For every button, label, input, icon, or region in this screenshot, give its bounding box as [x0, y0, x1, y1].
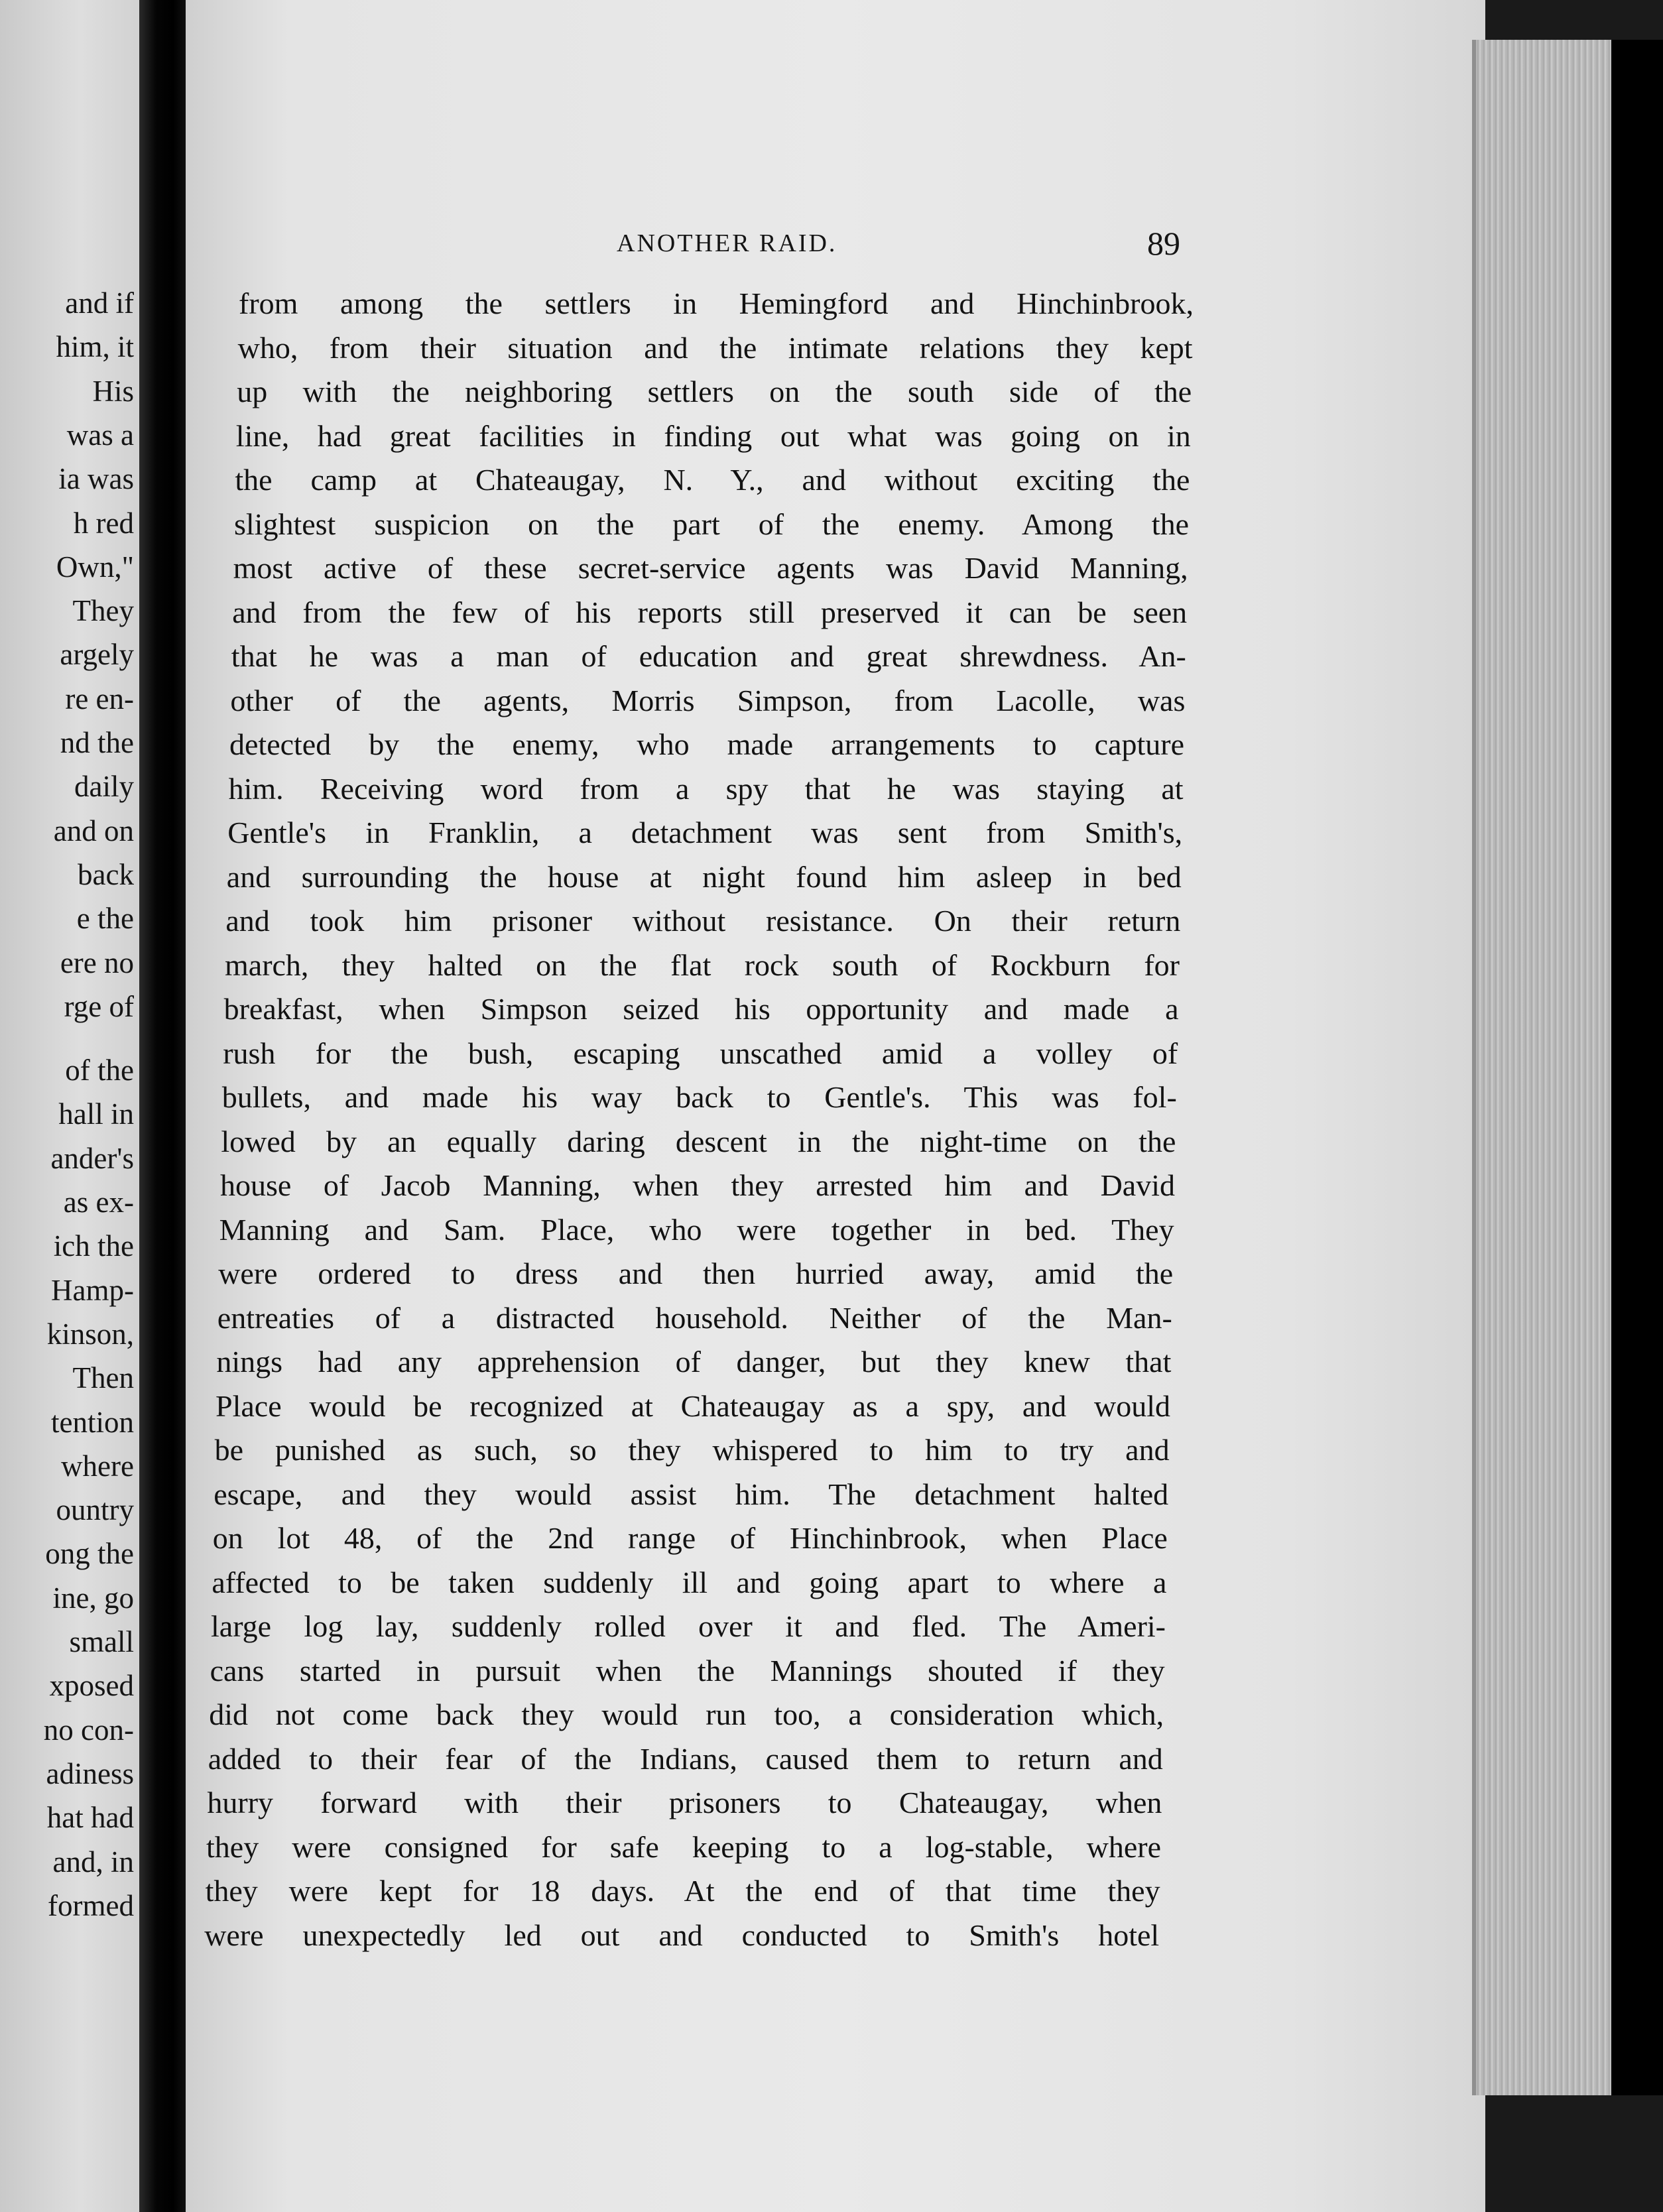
- text-line: and from the few of his reports still preserved it can be seen: [232, 595, 1188, 629]
- left-page-line-fragment: Hamp-: [51, 1273, 134, 1307]
- text-line: Gentle's in Franklin, a detachment was sent from Smith's,: [227, 816, 1183, 849]
- text-line: cans started in pursuit when the Mannings shouted if they: [210, 1653, 1165, 1688]
- text-line: line, had great facilities in finding out what was going on in: [235, 418, 1191, 453]
- left-page-line-fragment: as ex-: [63, 1186, 134, 1219]
- left-page-line-fragment: ia was: [58, 462, 134, 496]
- body-text: [186, 0, 1485, 2212]
- text-line: the camp at Chateaugay, N. Y., and without exciting the: [235, 463, 1190, 497]
- left-page-line-fragment: adiness: [46, 1756, 134, 1790]
- left-page-line-fragment: and, in: [52, 1845, 134, 1878]
- left-page-line-fragment: and if: [65, 286, 134, 320]
- text-line: affected to be taken suddenly ill and going apart to where a: [212, 1565, 1167, 1599]
- left-page-line-fragment: kinson,: [46, 1317, 134, 1351]
- text-line: they were consigned for safe keeping to a log-stable, where: [206, 1829, 1161, 1864]
- previous-page-edge: [0, 0, 146, 2212]
- text-line: Place would be recognized at Chateaugay as a spy, and would: [216, 1388, 1170, 1423]
- page-number: 89: [1147, 225, 1180, 262]
- left-page-line-fragment: him, it: [56, 330, 134, 364]
- left-page-line-fragment: no con-: [43, 1713, 134, 1747]
- text-line: who, from their situation and the intimate relations they kept: [237, 330, 1193, 365]
- text-line: on lot 48, of the 2nd range of Hinchinbrook, when Place: [212, 1521, 1168, 1555]
- left-page-line-fragment: ong the: [45, 1537, 134, 1571]
- left-page-line-fragment: hall in: [58, 1097, 134, 1131]
- text-line: other of the agents, Morris Simpson, from Lacolle, was: [230, 683, 1186, 717]
- text-line: slightest suspicion on the part of the enemy. Among the: [234, 507, 1189, 541]
- left-page-line-fragment: and on: [53, 814, 134, 847]
- left-page-line-fragment: e the: [76, 902, 134, 936]
- text-line: that he was a man of education and great shrewdness. An-: [231, 639, 1186, 673]
- text-line: escape, and they would assist him. The detachment halted: [214, 1477, 1169, 1511]
- left-page-line-fragment: tention: [51, 1405, 134, 1439]
- text-line: most active of these secret-service agents was David Manning,: [233, 551, 1188, 585]
- text-line: were unexpectedly led out and conducted to Smith's hotel: [204, 1918, 1160, 1952]
- left-page-line-fragment: small: [69, 1625, 134, 1658]
- text-line: they were kept for 18 days. At the end of that time they: [205, 1874, 1160, 1908]
- text-line: were ordered to dress and then hurried away, amid the: [218, 1257, 1174, 1290]
- text-line: be punished as such, so they whispered to him to try and: [214, 1433, 1170, 1467]
- text-line: rush for the bush, escaping unscathed amid a volley of: [223, 1036, 1178, 1070]
- background-shadow: [1611, 40, 1663, 2095]
- left-page-line-fragment: ine, go: [52, 1581, 134, 1615]
- left-page-line-fragment: back: [78, 857, 134, 891]
- left-page-line-fragment: Then: [72, 1361, 134, 1395]
- left-page-line-fragment: His: [92, 374, 134, 408]
- text-line: bullets, and made his way back to Gentle's. This was fol-: [221, 1080, 1177, 1114]
- text-line: from among the settlers in Hemingford and Hinchinbrook,: [239, 286, 1194, 320]
- text-line: large log lay, suddenly rolled over it and fled. The Ameri-: [211, 1609, 1166, 1643]
- text-line: Manning and Sam. Place, who were together in bed. They: [219, 1212, 1174, 1247]
- text-line: and surrounding the house at night found him asleep in bed: [226, 859, 1182, 894]
- text-line: detected by the enemy, who made arrangements to capture: [229, 727, 1184, 761]
- text-line: added to their fear of the Indians, caused them to return and: [208, 1741, 1163, 1776]
- book-page: [186, 0, 1485, 2212]
- left-page-line-fragment: ander's: [50, 1141, 134, 1175]
- left-page-line-fragment: hat had: [46, 1801, 134, 1835]
- running-head: ANOTHER RAID.: [617, 229, 837, 257]
- text-line: hurry forward with their prisoners to Chateaugay, when: [207, 1786, 1162, 1819]
- left-page-line-fragment: was a: [66, 418, 134, 452]
- text-line: breakfast, when Simpson seized his opportunity and made a: [223, 992, 1179, 1026]
- left-page-line-fragment: formed: [48, 1888, 134, 1922]
- left-page-line-fragment: ere no: [60, 946, 134, 979]
- text-line: house of Jacob Manning, when they arrested him and David: [220, 1168, 1175, 1202]
- left-page-line-fragment: re en-: [65, 682, 134, 715]
- text-line: him. Receiving word from a spy that he was staying at: [228, 771, 1184, 806]
- left-page-line-fragment: argely: [60, 638, 134, 672]
- left-page-line-fragment: nd the: [60, 726, 134, 759]
- text-line: and took him prisoner without resistance. On their return: [225, 904, 1181, 938]
- left-page-line-fragment: rge of: [64, 989, 134, 1023]
- text-line: up with the neighboring settlers on the south side of the: [237, 375, 1192, 408]
- text-line: lowed by an equally daring descent in the night-time on the: [221, 1124, 1176, 1158]
- left-page-line-fragment: xposed: [49, 1669, 134, 1703]
- left-page-line-fragment: where: [61, 1449, 134, 1483]
- left-page-line-fragment: ountry: [56, 1493, 134, 1527]
- text-line: entreaties of a distracted household. Neither of the Man-: [217, 1300, 1172, 1335]
- left-page-line-fragment: daily: [74, 770, 134, 804]
- left-page-line-fragment: Own,": [56, 550, 134, 584]
- text-line: nings had any apprehension of danger, but they knew that: [216, 1345, 1172, 1379]
- left-page-line-fragment: They: [72, 594, 134, 628]
- page-stack-edge: [1472, 40, 1615, 2095]
- text-line: march, they halted on the flat rock south of Rockburn for: [225, 948, 1180, 982]
- left-page-line-fragment: of the: [65, 1054, 134, 1087]
- left-page-line-fragment: h red: [73, 506, 134, 540]
- text-line: did not come back they would run too, a consideration which,: [209, 1697, 1164, 1731]
- left-page-line-fragment: ich the: [53, 1229, 134, 1263]
